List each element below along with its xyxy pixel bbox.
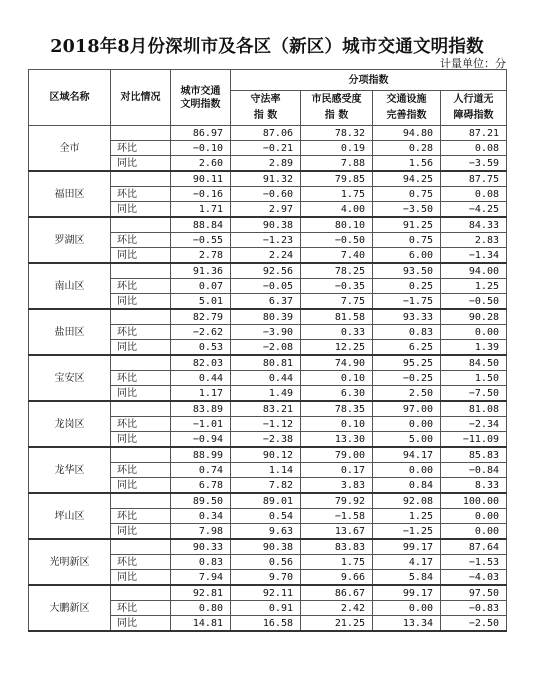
compare-label: 环比: [111, 325, 171, 340]
value-cell: 0.56: [231, 555, 301, 570]
header-sub-2-line1: 市民感受度: [311, 94, 362, 105]
value-cell: −0.94: [171, 432, 231, 448]
value-cell: 78.35: [301, 401, 373, 417]
value-cell: 87.64: [441, 539, 507, 555]
header-region: 区域名称: [29, 70, 111, 126]
value-cell: 92.11: [231, 585, 301, 601]
compare-label: 环比: [111, 463, 171, 478]
value-cell: 0.00: [441, 325, 507, 340]
value-cell: 12.25: [301, 340, 373, 356]
value-cell: −2.38: [231, 432, 301, 448]
compare-label: 同比: [111, 386, 171, 402]
value-cell: 88.99: [171, 447, 231, 463]
value-cell: 1.49: [231, 386, 301, 402]
header-sub-3: [373, 91, 441, 126]
value-cell: 100.00: [441, 493, 507, 509]
value-cell: 7.75: [301, 294, 373, 310]
compare-label: 同比: [111, 340, 171, 356]
value-cell: −1.23: [231, 233, 301, 248]
value-cell: −0.25: [373, 371, 441, 386]
value-cell: 2.42: [301, 601, 373, 616]
value-cell: 94.17: [373, 447, 441, 463]
value-cell: 13.67: [301, 524, 373, 540]
value-cell: 0.83: [373, 325, 441, 340]
value-cell: −0.35: [301, 279, 373, 294]
value-cell: 74.90: [301, 355, 373, 371]
value-cell: 1.56: [373, 156, 441, 172]
value-cell: 0.00: [373, 463, 441, 478]
region-name: 宝安区: [29, 355, 111, 401]
value-cell: 0.00: [373, 417, 441, 432]
value-cell: 82.03: [171, 355, 231, 371]
value-cell: 90.38: [231, 217, 301, 233]
value-cell: −0.84: [441, 463, 507, 478]
compare-label: [111, 171, 171, 187]
header-sub-group: 分项指数: [231, 70, 507, 91]
value-cell: 0.17: [301, 463, 373, 478]
value-cell: −2.62: [171, 325, 231, 340]
value-cell: 21.25: [301, 616, 373, 632]
value-cell: 85.83: [441, 447, 507, 463]
compare-label: 同比: [111, 570, 171, 586]
value-cell: 92.81: [171, 585, 231, 601]
value-cell: 81.08: [441, 401, 507, 417]
value-cell: 0.80: [171, 601, 231, 616]
value-cell: 2.60: [171, 156, 231, 172]
value-cell: 0.19: [301, 141, 373, 156]
value-cell: 79.85: [301, 171, 373, 187]
region-name: 龙岗区: [29, 401, 111, 447]
value-cell: 7.40: [301, 248, 373, 264]
index-table: [28, 69, 507, 632]
value-cell: −0.60: [231, 187, 301, 202]
value-cell: −3.59: [441, 156, 507, 172]
value-cell: 7.82: [231, 478, 301, 494]
table-row: [29, 217, 507, 233]
compare-label: [111, 309, 171, 325]
region-name: 光明新区: [29, 539, 111, 585]
value-cell: 0.00: [373, 601, 441, 616]
header-index-line2: 文明指数: [180, 98, 221, 110]
page-title: 2018年8月份深圳市及各区（新区）城市交通文明指数: [50, 37, 484, 57]
region-name: 全市: [29, 126, 111, 172]
compare-label: [111, 263, 171, 279]
value-cell: 0.75: [373, 187, 441, 202]
header-sub-3-line1: 交通设施: [386, 94, 427, 105]
value-cell: 83.21: [231, 401, 301, 417]
compare-label: 环比: [111, 417, 171, 432]
value-cell: 83.83: [301, 539, 373, 555]
value-cell: 90.33: [171, 539, 231, 555]
value-cell: 95.25: [373, 355, 441, 371]
value-cell: −1.53: [441, 555, 507, 570]
value-cell: 89.01: [231, 493, 301, 509]
value-cell: 6.37: [231, 294, 301, 310]
value-cell: 0.53: [171, 340, 231, 356]
compare-label: [111, 401, 171, 417]
value-cell: 91.32: [231, 171, 301, 187]
value-cell: −7.50: [441, 386, 507, 402]
value-cell: 87.21: [441, 126, 507, 141]
value-cell: 0.10: [301, 371, 373, 386]
value-cell: 0.33: [301, 325, 373, 340]
value-cell: 90.38: [231, 539, 301, 555]
compare-label: 环比: [111, 233, 171, 248]
header-sub-2-line2: 指 数: [324, 110, 349, 121]
value-cell: 86.97: [171, 126, 231, 141]
value-cell: 99.17: [373, 585, 441, 601]
compare-label: [111, 126, 171, 141]
value-cell: 2.78: [171, 248, 231, 264]
compare-label: 环比: [111, 371, 171, 386]
compare-label: 同比: [111, 156, 171, 172]
compare-label: 同比: [111, 524, 171, 540]
region-name: 福田区: [29, 171, 111, 217]
header-sub-4-line2: 障碍指数: [453, 110, 494, 121]
region-name: 大鹏新区: [29, 585, 111, 631]
value-cell: −1.58: [301, 509, 373, 524]
value-cell: −0.50: [301, 233, 373, 248]
value-cell: 97.00: [373, 401, 441, 417]
value-cell: 7.88: [301, 156, 373, 172]
value-cell: 5.00: [373, 432, 441, 448]
value-cell: 0.08: [441, 141, 507, 156]
value-cell: 1.17: [171, 386, 231, 402]
value-cell: −3.90: [231, 325, 301, 340]
compare-label: 环比: [111, 279, 171, 294]
value-cell: −4.03: [441, 570, 507, 586]
compare-label: 环比: [111, 187, 171, 202]
table-row: [29, 539, 507, 555]
value-cell: 2.89: [231, 156, 301, 172]
value-cell: 0.54: [231, 509, 301, 524]
value-cell: 0.91: [231, 601, 301, 616]
value-cell: 4.17: [373, 555, 441, 570]
header-sub-1-line1: 守法率: [250, 94, 281, 105]
value-cell: 83.89: [171, 401, 231, 417]
value-cell: 80.81: [231, 355, 301, 371]
value-cell: 0.84: [373, 478, 441, 494]
value-cell: 1.75: [301, 187, 373, 202]
value-cell: −0.16: [171, 187, 231, 202]
value-cell: 1.25: [373, 509, 441, 524]
value-cell: 90.12: [231, 447, 301, 463]
table-row: [29, 309, 507, 325]
compare-label: 同比: [111, 478, 171, 494]
value-cell: 13.34: [373, 616, 441, 632]
compare-label: 环比: [111, 555, 171, 570]
value-cell: 1.71: [171, 202, 231, 218]
compare-label: [111, 355, 171, 371]
compare-label: 环比: [111, 509, 171, 524]
header-sub-1-line2: 指 数: [253, 110, 278, 121]
value-cell: −2.08: [231, 340, 301, 356]
region-name: 龙华区: [29, 447, 111, 493]
value-cell: 90.28: [441, 309, 507, 325]
value-cell: 0.08: [441, 187, 507, 202]
value-cell: −1.25: [373, 524, 441, 540]
table-row: [29, 585, 507, 601]
value-cell: 0.75: [373, 233, 441, 248]
compare-label: 环比: [111, 601, 171, 616]
table-row: [29, 263, 507, 279]
region-name: 南山区: [29, 263, 111, 309]
compare-label: [111, 447, 171, 463]
compare-label: 环比: [111, 141, 171, 156]
header-index-line1: 城市交通: [180, 85, 221, 97]
value-cell: 86.67: [301, 585, 373, 601]
value-cell: 7.98: [171, 524, 231, 540]
region-name: 盐田区: [29, 309, 111, 355]
value-cell: 1.39: [441, 340, 507, 356]
value-cell: −1.34: [441, 248, 507, 264]
compare-label: [111, 539, 171, 555]
unit-label: 计量单位：分: [440, 57, 506, 70]
value-cell: 82.79: [171, 309, 231, 325]
compare-label: 同比: [111, 432, 171, 448]
value-cell: −11.09: [441, 432, 507, 448]
value-cell: 0.44: [171, 371, 231, 386]
value-cell: 92.56: [231, 263, 301, 279]
header-sub-4-line1: 人行道无: [453, 94, 494, 105]
value-cell: 94.80: [373, 126, 441, 141]
compare-label: 同比: [111, 294, 171, 310]
value-cell: −2.50: [441, 616, 507, 632]
region-name: 罗湖区: [29, 217, 111, 263]
value-cell: −4.25: [441, 202, 507, 218]
value-cell: 14.81: [171, 616, 231, 632]
compare-label: [111, 493, 171, 509]
value-cell: −1.12: [231, 417, 301, 432]
value-cell: 91.36: [171, 263, 231, 279]
value-cell: −1.01: [171, 417, 231, 432]
value-cell: 84.33: [441, 217, 507, 233]
header-sub-1: [231, 91, 301, 126]
value-cell: −3.50: [373, 202, 441, 218]
value-cell: 94.00: [441, 263, 507, 279]
value-cell: 92.08: [373, 493, 441, 509]
value-cell: 0.34: [171, 509, 231, 524]
value-cell: 0.28: [373, 141, 441, 156]
value-cell: 99.17: [373, 539, 441, 555]
value-cell: 2.50: [373, 386, 441, 402]
value-cell: 0.00: [441, 509, 507, 524]
value-cell: 1.50: [441, 371, 507, 386]
table-row: [29, 355, 507, 371]
value-cell: 88.84: [171, 217, 231, 233]
value-cell: 87.06: [231, 126, 301, 141]
compare-label: [111, 217, 171, 233]
header-sub-4: [441, 91, 507, 126]
compare-label: [111, 585, 171, 601]
value-cell: 4.00: [301, 202, 373, 218]
value-cell: 2.97: [231, 202, 301, 218]
value-cell: 16.58: [231, 616, 301, 632]
value-cell: 2.83: [441, 233, 507, 248]
value-cell: 0.83: [171, 555, 231, 570]
value-cell: 8.33: [441, 478, 507, 494]
value-cell: 0.74: [171, 463, 231, 478]
value-cell: −0.05: [231, 279, 301, 294]
value-cell: 6.00: [373, 248, 441, 264]
value-cell: 81.58: [301, 309, 373, 325]
header-compare: 对比情况: [111, 70, 171, 126]
table-body: [29, 126, 507, 632]
header-index: [171, 70, 231, 126]
value-cell: 78.25: [301, 263, 373, 279]
value-cell: 13.30: [301, 432, 373, 448]
compare-label: 同比: [111, 248, 171, 264]
value-cell: 94.25: [373, 171, 441, 187]
value-cell: 90.11: [171, 171, 231, 187]
value-cell: 1.75: [301, 555, 373, 570]
value-cell: 93.33: [373, 309, 441, 325]
value-cell: 0.00: [441, 524, 507, 540]
value-cell: −0.21: [231, 141, 301, 156]
value-cell: −0.50: [441, 294, 507, 310]
compare-label: 同比: [111, 202, 171, 218]
value-cell: 2.24: [231, 248, 301, 264]
table-row: [29, 401, 507, 417]
header-sub-3-line2: 完善指数: [386, 110, 427, 121]
header-sub-2: [301, 91, 373, 126]
value-cell: 9.63: [231, 524, 301, 540]
value-cell: 84.50: [441, 355, 507, 371]
value-cell: 9.66: [301, 570, 373, 586]
value-cell: 91.25: [373, 217, 441, 233]
value-cell: 0.07: [171, 279, 231, 294]
table-row: [29, 171, 507, 187]
value-cell: 3.83: [301, 478, 373, 494]
region-name: 坪山区: [29, 493, 111, 539]
value-cell: 6.30: [301, 386, 373, 402]
value-cell: 6.25: [373, 340, 441, 356]
value-cell: 80.39: [231, 309, 301, 325]
value-cell: 89.50: [171, 493, 231, 509]
value-cell: −1.75: [373, 294, 441, 310]
value-cell: 7.94: [171, 570, 231, 586]
value-cell: 9.70: [231, 570, 301, 586]
table-row: [29, 447, 507, 463]
value-cell: 80.10: [301, 217, 373, 233]
value-cell: 0.25: [373, 279, 441, 294]
value-cell: 93.50: [373, 263, 441, 279]
value-cell: 6.78: [171, 478, 231, 494]
value-cell: −2.34: [441, 417, 507, 432]
value-cell: 78.32: [301, 126, 373, 141]
value-cell: 1.14: [231, 463, 301, 478]
table-row: [29, 126, 507, 141]
value-cell: −0.83: [441, 601, 507, 616]
value-cell: −0.10: [171, 141, 231, 156]
value-cell: 87.75: [441, 171, 507, 187]
value-cell: 79.00: [301, 447, 373, 463]
value-cell: 0.10: [301, 417, 373, 432]
value-cell: 1.25: [441, 279, 507, 294]
compare-label: 同比: [111, 616, 171, 632]
value-cell: 5.01: [171, 294, 231, 310]
value-cell: 97.50: [441, 585, 507, 601]
value-cell: 79.92: [301, 493, 373, 509]
value-cell: −0.55: [171, 233, 231, 248]
value-cell: 0.44: [231, 371, 301, 386]
value-cell: 5.84: [373, 570, 441, 586]
table-row: [29, 493, 507, 509]
